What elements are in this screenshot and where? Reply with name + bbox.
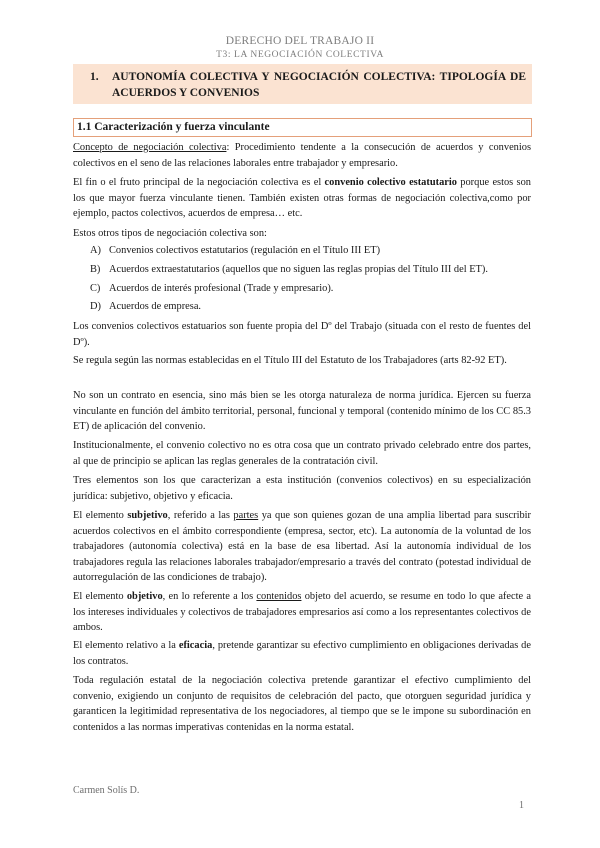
underlined-term: partes — [233, 510, 259, 521]
concept-term: Concepto de negociación colectiva — [73, 142, 227, 153]
header-topic: T3: LA NEGOCIACIÓN COLECTIVA — [216, 50, 384, 60]
paragraph-naturaleza: No son un contrato en esencia, sino más bien se les otorga naturaleza de norma jurídica. Ejercen su fuerza vinculante en función del ámbito territorial, personal, funcional y temporal (contenido mínimo de los CC 85.3 ET) de aplicación del convenio. — [73, 390, 531, 433]
footer-author: Carmen Solís D. — [73, 785, 140, 796]
paragraph-institucional: Institucionalmente, el convenio colectivo no es otra cosa que un contrato privado celebrado entre dos partes, al que de principio se aplican las reglas generales de la contratación civil. — [73, 440, 531, 467]
bold-term: convenio colectivo estatutario — [324, 177, 457, 188]
header-course: DERECHO DEL TRABAJO II — [225, 35, 375, 47]
section-title: AUTONOMÍA COLECTIVA Y NEGOCIACIÓN COLECTIVA: TIPOLOGÍA DE ACUERDOS Y CONVENIOS — [112, 71, 526, 99]
subsection-title: 1.1 Caracterización y fuerza vinculante — [77, 121, 270, 133]
paragraph-elementos: Tres elementos son los que caracterizan a esta institución (convenios colectivos) en su especialización jurídica: subjetivo, objetivo y eficacia. — [73, 475, 531, 502]
page-number: 1 — [519, 800, 524, 811]
bold-term: subjetivo — [127, 510, 168, 521]
list-item: C) Acuerdos de interés profesional (Trade y empresario). — [90, 283, 334, 294]
paragraph-concept: Concepto de negociación colectiva: Procedimiento tendente a la consecución de acuerdos y convenios colectivos en el seno de las relaciones laborales entre trabajador y empresario. — [73, 142, 531, 169]
paragraph-subjetivo: El elemento subjetivo, referido a las partes ya que son quienes gozan de una amplia libertad para suscribir acuerdos colectivos en el ámbito correspondiente (empresa, sector, etc). La autonomía de la voluntad de los trabajadores (autonomía colectiva) está en la base de esa libertad. Así la autonomía individual de los trabajadores regula las relaciones laborales trabajador/empresario a través del contrato (potestad individual de autorregulación de las condiciones de trabajo). — [73, 510, 531, 584]
bold-term: objetivo — [126, 591, 163, 602]
list-item: D) Acuerdos de empresa. — [90, 301, 202, 312]
paragraph-eficacia: El elemento relativo a la eficacia, pretende garantizar su efectivo cumplimiento en obligaciones derivadas de los contratos. — [73, 640, 531, 667]
paragraph-fuente: Los convenios colectivos estatuarios son fuente propia del Dº del Trabajo (situada con el resto de fuentes del Dº). — [73, 321, 531, 348]
bold-term: eficacia — [178, 640, 213, 651]
list-item: A) Convenios colectivos estatutarios (regulación en el Título III ET) — [90, 245, 381, 256]
underlined-term: contenidos — [256, 591, 302, 602]
paragraph-regulacion: Se regula según las normas establecidas en el Título III del Estatuto de los Trabajadores (arts 82-92 ET). — [73, 355, 507, 366]
paragraph-convenio-estatutario: El fin o el fruto principal de la negociación colectiva es el convenio colectivo estatutario porque estos son los que mayor fuerza vinculante tienen. También existen otras formas de negociación colectiva,como por ejemplo, pactos colectivos, acuerdos de empresa… etc. — [73, 177, 531, 220]
paragraph-objetivo: El elemento objetivo, en lo referente a los contenidos objeto del acuerdo, se resume en todo lo que afecte a los intereses individuales y colectivos de trabajadores empresarios así como a los representantes colectivos de ambos. — [73, 591, 531, 634]
list-item: B) Acuerdos extraestatutarios (aquellos que no siguen las reglas propias del Título III del ET). — [90, 264, 488, 275]
paragraph-regulacion-estatal: Toda regulación estatal de la negociación colectiva pretende garantizar el efectivo cumplimiento del convenio, exigiendo un conjunto de requisitos de celebración del pacto, que otorguen seguridad jurídica y garanticen la legitimidad representativa de los negociadores, al tiempo que se le impone su subordinación en contenidos a las normas imperativas contenidas en la norma estatal. — [73, 675, 531, 733]
section-number: 1. — [90, 71, 99, 83]
paragraph-other-types: Estos otros tipos de negociación colectiva son: — [73, 228, 267, 239]
